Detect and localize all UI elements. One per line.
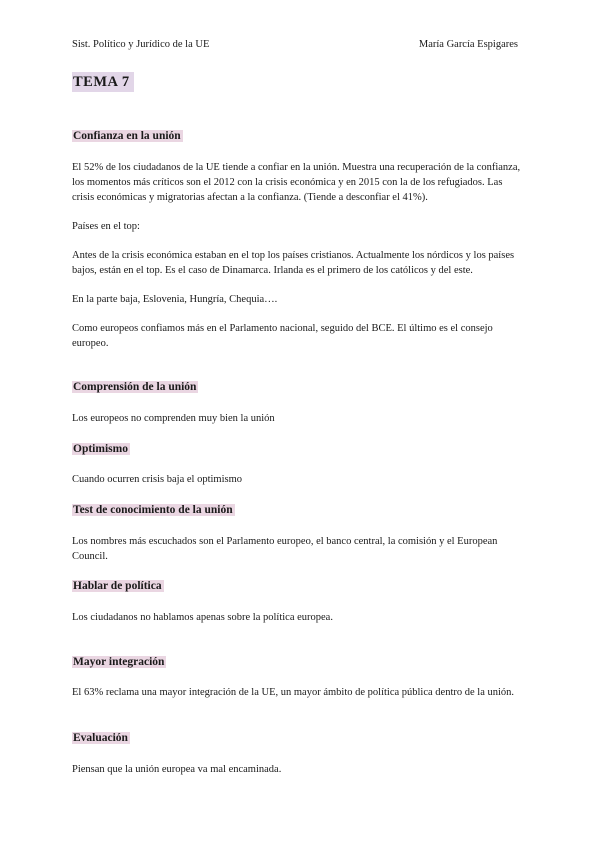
section-heading-test: Test de conocimiento de la unión (73, 504, 233, 516)
header-course: Sist. Político y Jurídico de la UE (72, 39, 210, 50)
document-title: TEMA 7 (72, 72, 134, 92)
paragraph-confianza-2: Países en el top: (72, 221, 140, 232)
paragraph-confianza-4: En la parte baja, Eslovenia, Hungría, Chequia…. (72, 294, 278, 305)
paragraph-confianza-5: Como europeos confiamos más en el Parlamento nacional, seguido del BCE. El último es el consejo europeo. (72, 323, 493, 349)
page-header (72, 37, 518, 51)
section-heading-hablar: Hablar de política (73, 580, 162, 592)
paragraph-test: Los nombres más escuchados son el Parlamento europeo, el banco central, la comisión y el European Council. (72, 536, 498, 562)
header-author: María García Espigares (418, 39, 518, 50)
paragraph-evaluacion: Piensan que la unión europea va mal encaminada. (72, 764, 282, 775)
section-heading-confianza: Confianza en la unión (73, 130, 181, 142)
paragraph-hablar: Los ciudadanos no hablamos apenas sobre la política europea. (72, 612, 333, 623)
section-heading-optimismo: Optimismo (73, 443, 128, 455)
section-heading-evaluacion: Evaluación (73, 732, 128, 744)
paragraph-optimismo: Cuando ocurren crisis baja el optimismo (72, 474, 243, 485)
section-heading-comprension: Comprensión de la unión (73, 381, 197, 393)
paragraph-confianza-3: Antes de la crisis económica estaban en el top los países cristianos. Actualmente los nórdicos y los países bajos, están en el top. Es el caso de Dinamarca. Irlanda es el primero de los católicos y del este. (72, 250, 515, 276)
paragraph-integracion: El 63% reclama una mayor integración de la UE, un mayor ámbito de política pública dentro de la unión. (72, 687, 515, 698)
paragraph-comprension: Los europeos no comprenden muy bien la unión (72, 413, 275, 424)
section-heading-integracion: Mayor integración (73, 656, 165, 668)
paragraph-confianza-1: El 52% de los ciudadanos de la UE tiende a confiar en la unión. Muestra una recuperación de la confianza, los momentos más críticos son el 2012 con la crisis económica y en 2015 con la de los refugiados. Las crisis económicas y migratorias afectan a la confianza. (Tiende a desconfiar el 41%). (72, 162, 521, 203)
